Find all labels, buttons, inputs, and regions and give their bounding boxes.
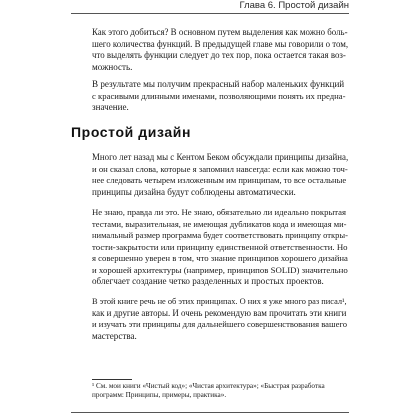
text-line: шего количества функций. В предыдущей главе мы говорили о том, [92, 38, 349, 49]
running-head: Глава 6. Простой дизайн [71, 0, 349, 14]
section-paragraph-3 [92, 296, 348, 342]
text-line: принципы дизайна будут соблюдены автоматически. [92, 186, 296, 197]
text-line: Много лет назад мы с Кентом Беком обсуждали принципы дизайна, [92, 152, 349, 162]
text-line: мастерства. [92, 330, 137, 341]
text-line: Не знаю, правда ли это. Не знаю, обязательно ли идеально покрытая [92, 207, 347, 217]
footnote [92, 382, 348, 400]
text-line: Как этого добиться? В основном путем выделения как можно боль- [92, 27, 348, 37]
text-line: нимальный размер программа будет соответствовать принципу откры- [92, 230, 348, 240]
section-paragraph-1 [92, 152, 348, 198]
intro-paragraph-1 [92, 27, 348, 73]
text-line: облегчает создание четко разделенных и простых проектов. [92, 276, 324, 286]
section-heading: Простой дизайн [71, 124, 192, 140]
text-line: что выделять функции следует до тех пор, пока остается такая воз- [92, 50, 346, 60]
text-line: значение. [92, 102, 129, 112]
text-line: как и другие авторы. И очень рекомендую вам прочитать эти книги [92, 307, 347, 318]
intro-paragraph-2 [92, 79, 348, 114]
footnote-line: ¹ См. мои книги «Чистый код»; «Чистая архитектура»; «Быстрая разработка [92, 382, 325, 390]
text-line: и изучать эти принципы для дальнейшего совершенствования вашего [92, 319, 348, 329]
bottom-divider [71, 412, 349, 413]
text-line: тости-закрытости или принципу единственной ответственности. Но [92, 241, 348, 252]
text-line: с красивыми длинными именами, позволяющими понять их предна- [92, 90, 346, 101]
text-line: я совершенно уверен в том, что знание принципов хорошего дизайна [92, 253, 348, 263]
section-paragraph-2 [92, 207, 348, 288]
footnote-line: программ: Принципы, примеры, практика». [92, 391, 227, 399]
text-line: нее следовать четырем изложенным им принципам, то все остальные [92, 175, 347, 185]
text-line: тестами, выразительная, не имеющая дубликатов кода и имеющая ми- [92, 218, 347, 229]
text-line: В результате мы получим прекрасный набор маленьких функций [92, 79, 345, 89]
footnote-divider [92, 379, 132, 380]
text-line: и хорошей архитектуры (например, принципов SOLID) значительно [92, 264, 348, 275]
text-line: можность. [92, 61, 133, 72]
text-line: В этой книге речь не об этих принципах. О них я уже много раз писал¹, [92, 297, 347, 306]
text-line: и он сказал слова, которые я запомнил навсегда: если как можно точ- [92, 163, 348, 174]
